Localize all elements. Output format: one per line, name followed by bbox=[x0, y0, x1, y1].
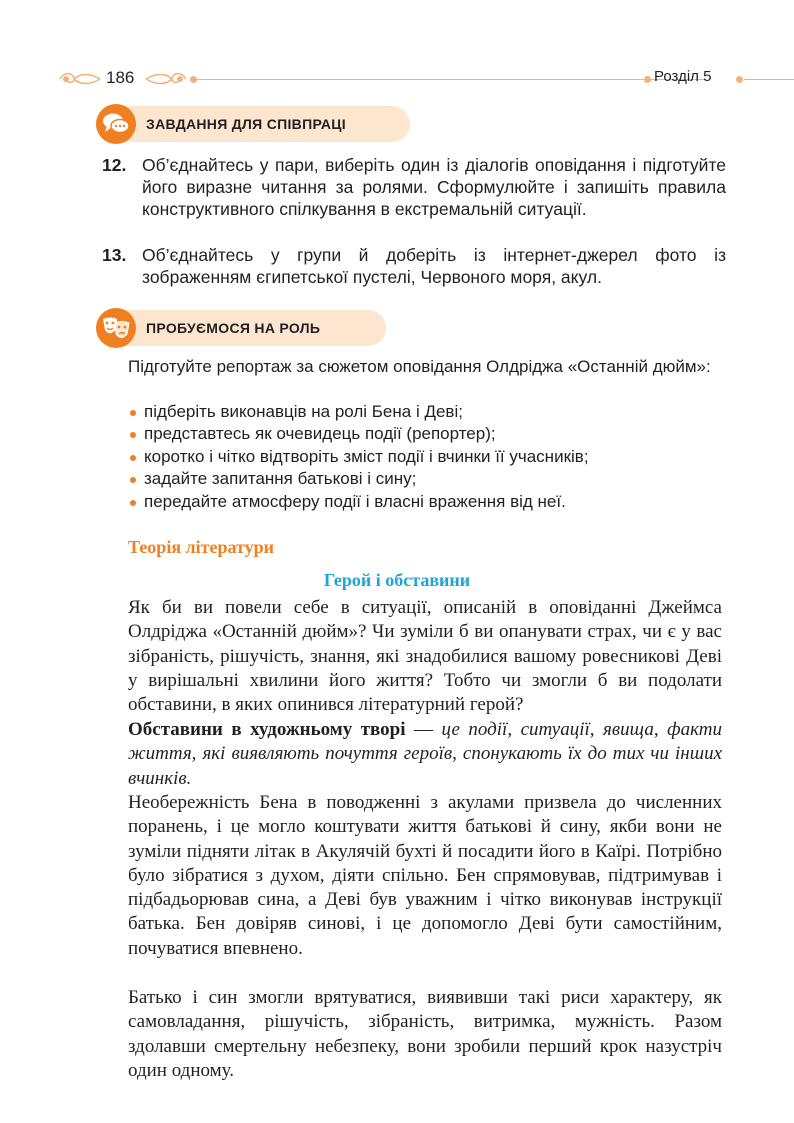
section-title-role: ПРОБУЄМОСЯ НА РОЛЬ bbox=[146, 320, 321, 336]
page-header bbox=[58, 68, 794, 92]
bullet-icon bbox=[130, 432, 136, 438]
definition-text: це події, ситуації, явища, факти життя, які виявляють почуття героїв, спонукають їх до тих чи інших вчинків. bbox=[128, 719, 722, 789]
header-rule bbox=[194, 79, 706, 80]
header-rule bbox=[744, 79, 794, 80]
list-item: коротко і чітко відтворіть зміст події і вчинки її учасників; bbox=[128, 446, 728, 468]
definition-paragraph bbox=[128, 718, 722, 791]
task-text: Об’єднайтесь у групи й доберіть із інтернет-джерел фото із зображенням єгипетської пустелі, Червоного моря, акул. bbox=[142, 245, 726, 287]
task-item bbox=[102, 244, 724, 288]
speech-bubbles-icon bbox=[96, 104, 136, 144]
definition-dash: — bbox=[405, 719, 442, 740]
header-dot bbox=[644, 76, 651, 83]
task-text: Об’єднайтесь у пари, виберіть один із діалогів оповідання і підготуйте його виразне читання за ролями. Сформулюйте і запишіть правила конструктивного спілкування в екстремальній ситуації. bbox=[142, 155, 726, 219]
section-title-collab: ЗАВДАННЯ ДЛЯ СПІВПРАЦІ bbox=[146, 116, 346, 132]
theory-subheading: Герой і обставини bbox=[323, 570, 471, 590]
header-dot bbox=[736, 76, 743, 83]
ornament-right-icon bbox=[144, 70, 188, 88]
definition-term: Обставини в художньому творі bbox=[128, 719, 406, 740]
bullet-icon bbox=[130, 477, 136, 483]
page-number: 186 bbox=[106, 68, 135, 87]
ornament-left-icon bbox=[58, 70, 102, 88]
theory-paragraph-3: Батько і син змогли врятуватися, виявивши такі риси характеру, як самовладання, рішучість, зібраність, витримка, мужність. Разом здолавши смертельну небезпеку, вони зробили перший крок назустріч один одному. bbox=[128, 987, 722, 1081]
theory-paragraph-1: Як би ви повели себе в ситуації, описаній в оповіданні Джеймса Олдріджа «Останній дюйм»? Чи зуміли б ви опанувати страх, чи є у вас зібраність, рішучість, знання, які знадобилися вашому ровесникові Деві у вирішальні хвилини його життя? Тобто чи змогли б ви подолати обставини, в яких опинився літературний герой? bbox=[128, 597, 722, 716]
role-bullet-list bbox=[128, 401, 728, 513]
list-item: передайте атмосферу події і власні враження від неї. bbox=[128, 491, 728, 513]
list-item: підберіть виконавців на ролі Бена і Деві; bbox=[128, 401, 728, 423]
theory-heading: Теорія літератури bbox=[128, 537, 275, 557]
list-item: задайте запитання батькові і сину; bbox=[128, 468, 728, 490]
bullet-icon bbox=[130, 410, 136, 416]
chapter-title: Розділ 5 bbox=[654, 68, 712, 85]
bullet-icon bbox=[130, 500, 136, 506]
bullet-icon bbox=[130, 455, 136, 461]
list-item: представтесь як очевидець події (репортер); bbox=[128, 423, 728, 445]
task-item bbox=[102, 154, 724, 242]
task-number: 13. bbox=[102, 245, 127, 265]
theory-paragraph-2: Необережність Бена в поводженні з акулами призвела до численних поранень, і це могло коштувати життя батькові й сину, якби вони не зуміли підняти літак в Акулячій бухті й посадити його в Каїрі. Потрібно було зібратися з духом, діяти спільно. Бен спрямовував, підтримував і підбадьорював сина, а Деві був уважним і чітко виконував інструкції батька. Бен довіряв синові, і це допомогло Деві бути самостійним, почуватися впевнено. bbox=[128, 792, 722, 959]
task-number: 12. bbox=[102, 155, 127, 175]
theater-masks-icon bbox=[96, 308, 136, 348]
role-intro-text: Підготуйте репортаж за сюжетом оповідання Олдріджа «Останній дюйм»: bbox=[128, 357, 711, 376]
